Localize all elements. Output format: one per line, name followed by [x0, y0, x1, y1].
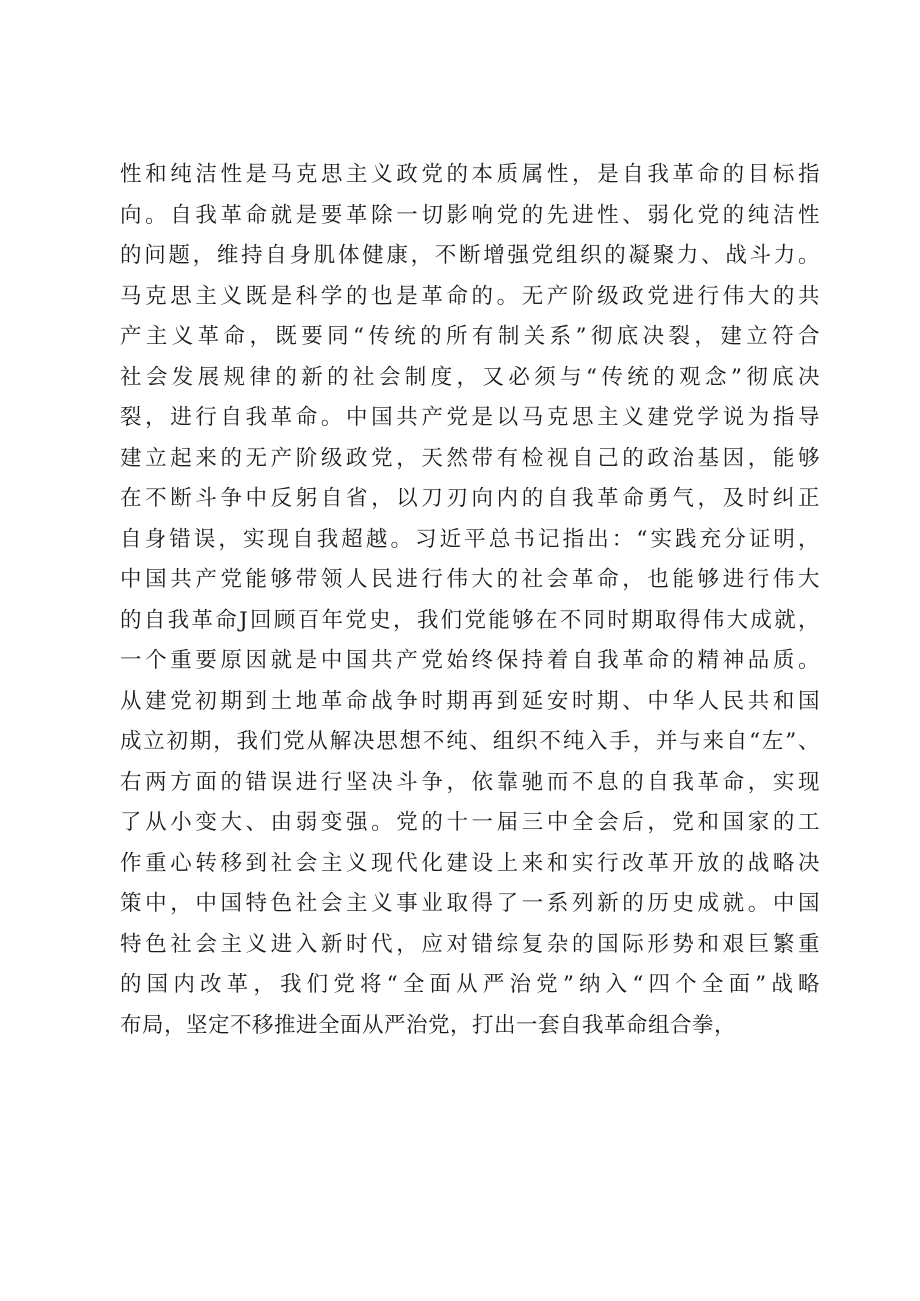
text-line: 策中，中国特色社会主义事业取得了一系列新的历史成就。中国 — [120, 891, 820, 916]
text-line: 从建党初期到土地革命战争时期再到延安时期、中华人民共和国 — [120, 688, 820, 714]
text-line: 成立初期，我们党从解决思想不纯、组织不纯入手，并与来自“左”、 — [120, 729, 820, 754]
body-text — [120, 155, 820, 1046]
text-line: 布局，坚定不移推进全面从严治党，打出一套自我革命组合拳， — [120, 1012, 737, 1038]
text-line: 马克思主义既是科学的也是革命的。无产阶级政党进行伟大的共 — [120, 283, 820, 309]
text-line: 作重心转移到社会主义现代化建设上来和实行改革开放的战略决 — [120, 850, 820, 876]
text-line: 一个重要原因就是中国共产党始终保持着自我革命的精神品质。 — [120, 648, 820, 673]
text-line: 中国共产党能够带领人民进行伟大的社会革命，也能够进行伟大 — [120, 567, 820, 592]
text-line: 的问题，维持自身肌体健康，不断增强党组织的凝聚力、战斗力。 — [120, 243, 820, 268]
text-line: 裂，进行自我革命。中国共产党是以马克思主义建党学说为指导 — [120, 405, 820, 430]
text-line: 建立起来的无产阶级政党，天然带有检视自己的政治基因，能够 — [120, 445, 820, 471]
text-line: 的自我革命J回顾百年党史，我们党能够在不同时期取得伟大成就， — [120, 607, 820, 633]
text-line: 自身错误，实现自我超越。习近平总书记指出：“实践充分证明， — [120, 526, 820, 552]
text-line: 右两方面的错误进行坚决斗争，依靠驰而不息的自我革命，实现 — [120, 769, 820, 795]
text-line: 的国内改革，我们党将“全面从严治党”纳入“四个全面”战略 — [120, 972, 820, 997]
text-line: 性和纯洁性是马克思主义政党的本质属性，是自我革命的目标指 — [120, 162, 820, 187]
text-line: 向。自我革命就是要革除一切影响党的先进性、弱化党的纯洁性 — [120, 202, 820, 228]
text-line: 在不断斗争中反躬自省，以刀刃向内的自我革命勇气，及时纠正 — [120, 486, 820, 511]
text-line: 特色社会主义进入新时代，应对错综复杂的国际形势和艰巨繁重 — [120, 931, 820, 957]
text-line: 产主义革命，既要同“传统的所有制关系”彻底决裂，建立符合 — [120, 324, 820, 349]
text-line: 社会发展规律的新的社会制度，又必须与“传统的观念”彻底决 — [120, 364, 820, 390]
text-line: 了从小变大、由弱变强。党的十一届三中全会后，党和国家的工 — [120, 810, 820, 835]
